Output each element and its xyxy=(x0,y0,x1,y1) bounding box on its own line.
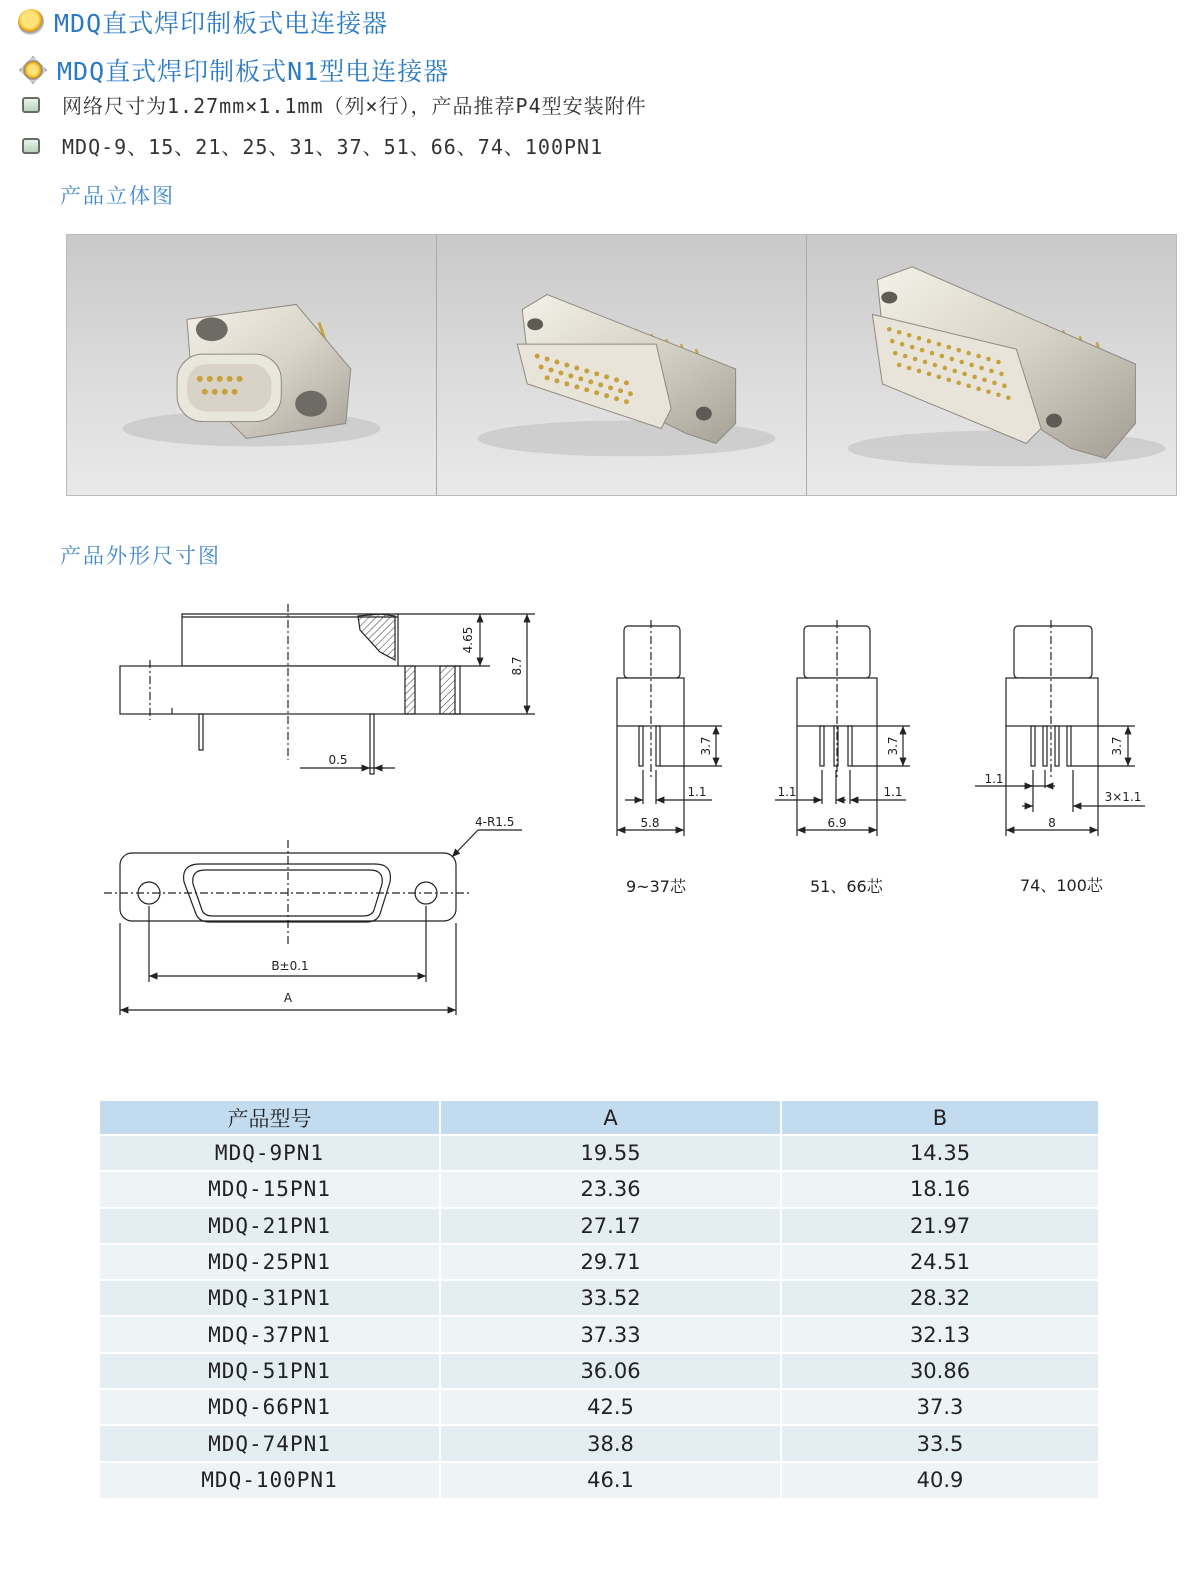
cell-model: MDQ-66PN1 xyxy=(100,1389,440,1425)
cell-a-value: 29.71 xyxy=(440,1244,781,1280)
series-title: MDQ直式焊印制板式电连接器 xyxy=(54,9,389,38)
cell-b-value: 30.86 xyxy=(781,1353,1098,1389)
cell-model: MDQ-9PN1 xyxy=(100,1135,440,1171)
cell-b-value: 21.97 xyxy=(781,1208,1098,1244)
table-header-row xyxy=(100,1101,1098,1135)
pin-view-66 xyxy=(775,620,910,836)
cell-model: MDQ-74PN1 xyxy=(100,1425,440,1461)
top-view xyxy=(104,830,522,1015)
section-title-photos: 产品立体图 xyxy=(60,184,175,208)
connector-100-pin-photo xyxy=(807,235,1176,495)
cell-a-value: 37.33 xyxy=(440,1316,781,1352)
pin37-width-label: 5.8 xyxy=(640,816,660,830)
cell-a-value: 23.36 xyxy=(440,1171,781,1207)
cell-a-value: 46.1 xyxy=(440,1462,781,1498)
bullet-square-icon xyxy=(22,97,40,113)
cell-a-value: 33.52 xyxy=(440,1280,781,1316)
table-row xyxy=(100,1208,1098,1244)
cell-a-value: 36.06 xyxy=(440,1353,781,1389)
cell-b-value: 33.5 xyxy=(781,1425,1098,1461)
cell-b-value: 18.16 xyxy=(781,1171,1098,1207)
dim-465-label: 4.65 xyxy=(461,626,475,654)
pin66-pitch-left-label: 1.1 xyxy=(777,785,797,799)
caption-51-66: 51、66芯 xyxy=(810,877,883,896)
table-row xyxy=(100,1171,1098,1207)
connector-9-pin-photo xyxy=(67,235,436,495)
table-row xyxy=(100,1462,1098,1498)
bullet-circle-icon xyxy=(18,9,44,35)
connector-51-pin-photo xyxy=(437,235,806,495)
model-title: MDQ直式焊印制板式N1型电连接器 xyxy=(57,57,450,86)
info-line-grid xyxy=(18,90,647,119)
a-dimension-label: A xyxy=(283,991,293,1005)
b-dimension-label: B±0.1 xyxy=(271,959,309,973)
cell-model: MDQ-21PN1 xyxy=(100,1208,440,1244)
pin66-height-label: 3.7 xyxy=(886,736,900,756)
radius-label: 4-R1.5 xyxy=(475,815,515,829)
cell-model: MDQ-37PN1 xyxy=(100,1316,440,1352)
photo-large-connector xyxy=(807,235,1176,495)
grid-spec-text: 网络尺寸为1.27mm×1.1mm（列×行），产品推荐P4型安装附件 xyxy=(62,94,647,118)
pin100-height-label: 3.7 xyxy=(1110,736,1124,756)
cell-a-value: 27.17 xyxy=(440,1208,781,1244)
table-row xyxy=(100,1389,1098,1425)
cell-model: MDQ-51PN1 xyxy=(100,1353,440,1389)
dimension-drawing-svg xyxy=(0,590,1200,1030)
pin100-pitch-right-label: 3×1.1 xyxy=(1104,790,1142,804)
header-b: B xyxy=(781,1101,1098,1135)
pin100-width-label: 8 xyxy=(1048,816,1056,830)
pin-view-37 xyxy=(617,620,722,836)
dim-05-label: 0.5 xyxy=(328,753,348,767)
cell-b-value: 24.51 xyxy=(781,1244,1098,1280)
dim-87-label: 8.7 xyxy=(510,656,524,676)
table-row xyxy=(100,1244,1098,1280)
models-list-text: MDQ-9、15、21、25、31、37、51、66、74、100PN1 xyxy=(62,135,604,159)
header-model: 产品型号 xyxy=(100,1101,440,1135)
table-row xyxy=(100,1316,1098,1352)
bullet-diamond-icon xyxy=(19,56,47,84)
heading-model xyxy=(18,52,449,88)
cell-b-value: 14.35 xyxy=(781,1135,1098,1171)
cell-model: MDQ-25PN1 xyxy=(100,1244,440,1280)
product-photos xyxy=(66,234,1177,496)
bullet-square-icon xyxy=(22,138,40,154)
table-row xyxy=(100,1280,1098,1316)
cell-a-value: 38.8 xyxy=(440,1425,781,1461)
photo-small-connector xyxy=(67,235,437,495)
table-row xyxy=(100,1353,1098,1389)
pin100-pitch-left-label: 1.1 xyxy=(984,772,1004,786)
heading-series xyxy=(18,4,388,40)
cell-a-value: 19.55 xyxy=(440,1135,781,1171)
cell-b-value: 40.9 xyxy=(781,1462,1098,1498)
cell-b-value: 32.13 xyxy=(781,1316,1098,1352)
cell-model: MDQ-31PN1 xyxy=(100,1280,440,1316)
dimension-drawings xyxy=(0,590,1200,1030)
caption-74-100: 74、100芯 xyxy=(1020,876,1103,895)
cell-b-value: 37.3 xyxy=(781,1389,1098,1425)
pin66-pitch-right-label: 1.1 xyxy=(883,785,903,799)
pin37-height-label: 3.7 xyxy=(699,736,713,756)
table-row xyxy=(100,1425,1098,1461)
cell-model: MDQ-100PN1 xyxy=(100,1462,440,1498)
cell-a-value: 42.5 xyxy=(440,1389,781,1425)
dimension-table xyxy=(100,1101,1098,1498)
info-line-models xyxy=(18,131,603,160)
photo-medium-connector xyxy=(437,235,807,495)
section-title-dimensions: 产品外形尺寸图 xyxy=(60,544,221,568)
cell-b-value: 28.32 xyxy=(781,1280,1098,1316)
pin66-width-label: 6.9 xyxy=(827,816,847,830)
header-a: A xyxy=(440,1101,781,1135)
caption-9-37: 9~37芯 xyxy=(626,877,686,896)
cell-model: MDQ-15PN1 xyxy=(100,1171,440,1207)
pin37-pitch-label: 1.1 xyxy=(687,785,707,799)
table-row xyxy=(100,1135,1098,1171)
